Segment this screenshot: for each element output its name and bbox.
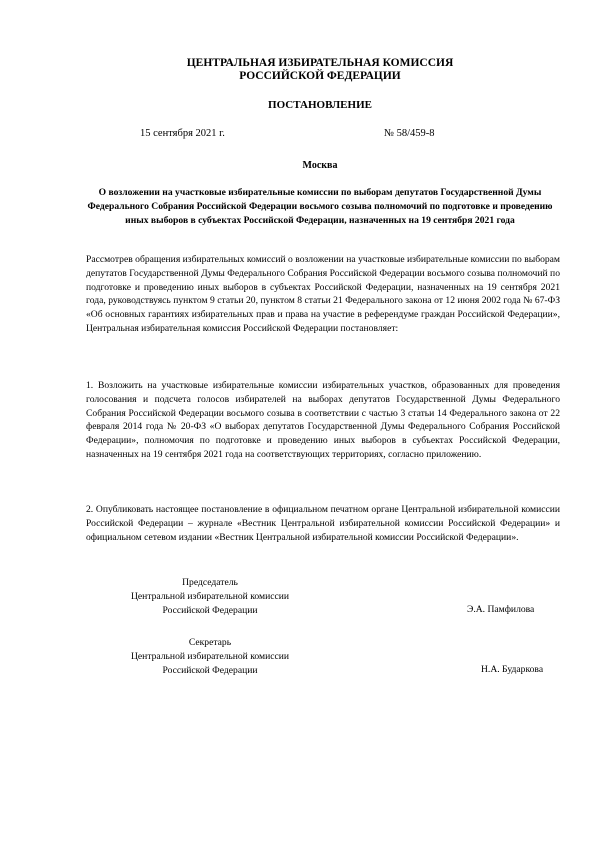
secretary-signature-block xyxy=(90,636,330,677)
document-type: ПОСТАНОВЛЕНИЕ xyxy=(268,99,372,111)
signature-position-line: Председатель xyxy=(182,577,238,588)
clause-2-paragraph: 2. Опубликовать настоящее постановление в официальном печатном органе Центральной избирательной комиссии Российской Федерации – журнале «Вестник Центральной избирательной комиссии Российской Федерации» и официальном сетевом издании «Вестник Центральной избирательной комиссии Российской Федерации». xyxy=(86,504,560,543)
chairman-name: Э.А. Памфилова xyxy=(467,604,535,615)
secretary-name: Н.А. Бударкова xyxy=(481,664,544,675)
signature-position-line: Российской Федерации xyxy=(162,664,258,676)
chairman-signature-block xyxy=(90,576,330,617)
signature-position-line: Центральной избирательной комиссии xyxy=(131,590,289,602)
signature-position-line: Российской Федерации xyxy=(162,604,258,616)
document-heading: О возложении на участковые избирательные комиссии по выборам депутатов Государственной Думы Федерального Собрания Российской Федерации восьмого созыва полномочий по подготовке и проведению иных выборов в субъектах Российской Федерации, назначенных на 19 сентября 2021 года xyxy=(87,187,553,226)
document-number: № 58/459-8 xyxy=(384,128,435,139)
signature-position-line: Секретарь xyxy=(188,637,232,648)
clause-1-paragraph: 1. Возложить на участковые избирательные комиссии избирательных участков, образованных для проведения голосования и подсчета голосов избирателей на выборах депутатов Государственной Думы Федерального Собрания Российской Федерации восьмого созыва в соответствии с частью 3 статьи 14 Федерального закона от 22 февраля 2014 года № 20-ФЗ «О выборах депутатов Государственной Думы Федерального Собрания Российской Федерации», полномочия по подготовке и проведению иных выборов в субъектах Российской Федерации, назначенных на 19 сентября 2021 года на соответствующих территориях, согласно приложению. xyxy=(86,380,560,460)
org-name-line2: РОССИЙСКОЙ ФЕДЕРАЦИИ xyxy=(239,70,401,82)
document-city: Москва xyxy=(302,160,338,171)
org-name-line1: ЦЕНТРАЛЬНАЯ ИЗБИРАТЕЛЬНАЯ КОМИССИЯ xyxy=(186,57,454,69)
preamble-paragraph: Рассмотрев обращения избирательных комиссий о возложении на участковые избирательные комиссии по выборам депутатов Государственной Думы Федерального Собрания Российской Федерации восьмого созыва полномочий по подготовке и проведению иных выборов в субъектах Российской Федерации, назначенных на 19 сентября 2021 года, руководствуясь пунктом 9 статьи 20, пунктом 8 статьи 21 Федерального закона от 12 июня 2002 года № 67-ФЗ «Об основных гарантиях избирательных прав и права на участие в референдуме граждан Российской Федерации», Центральная избирательная комиссия Российской Федерации постановляет: xyxy=(86,254,560,334)
document-date: 15 сентября 2021 г. xyxy=(140,128,225,139)
signature-position-line: Центральной избирательной комиссии xyxy=(131,650,289,662)
